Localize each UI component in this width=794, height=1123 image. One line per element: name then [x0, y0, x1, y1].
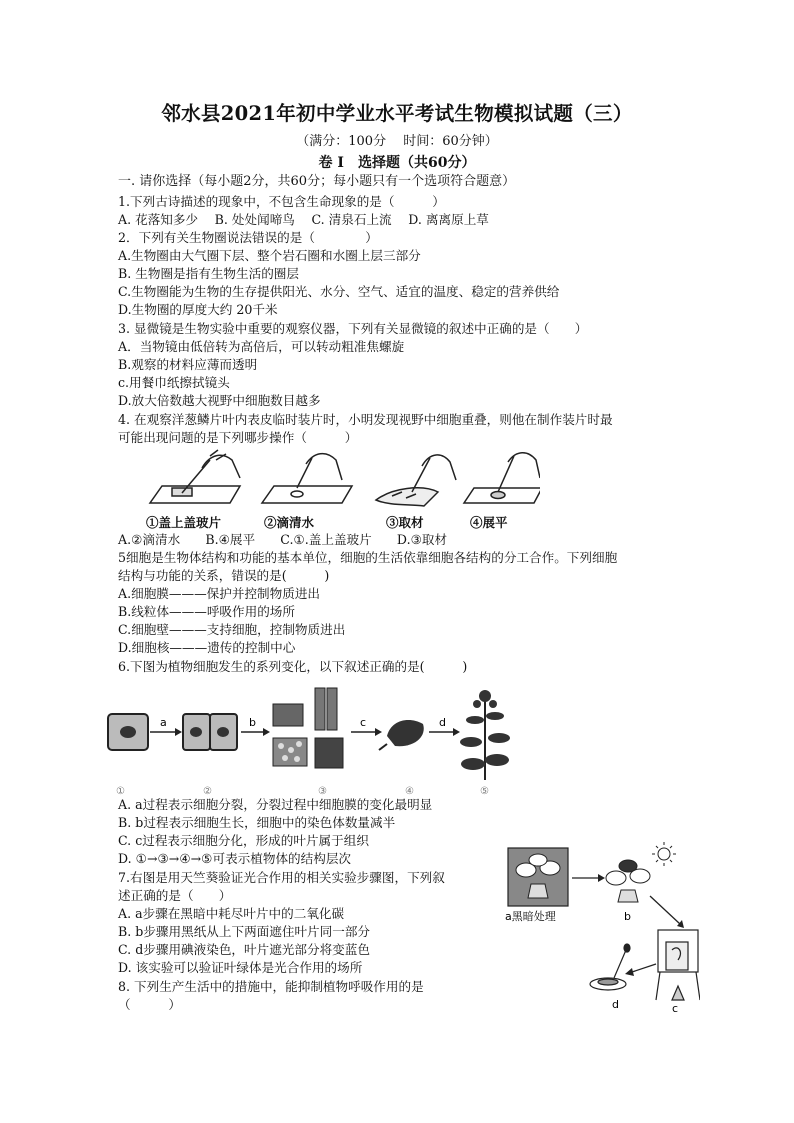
q6-option-d: D. ①→③→④→⑤可表示植物体的结构层次 [118, 851, 352, 866]
q7-stem-line2: 述正确的是（ ） [118, 888, 232, 903]
stage-4-number: ④ [405, 786, 414, 797]
instruction: 一. 请你选择（每小题2分，共60分；每小题只有一个选项符合题意） [118, 174, 516, 189]
sun-icon [652, 842, 676, 866]
q2-option-c: C.生物圈能为生物的生存提供阳光、水分、空气、适宜的温度、稳定的营养供给 [118, 284, 560, 299]
plant-cell-change-figure [105, 684, 525, 788]
caption-cover-slip: ①盖上盖玻片 [146, 515, 222, 530]
caption-take-material: ③取材 [386, 515, 424, 530]
step4-flatten-drawing [464, 453, 540, 503]
leaf-organ-drawing [379, 720, 424, 750]
q6-option-b: B. b过程表示细胞生长，细胞中的染色体数量减半 [118, 815, 396, 830]
covered-plant-drawing [606, 860, 650, 902]
q2-option-d: D.生物圈的厚度大约 20千米 [118, 302, 278, 317]
q6-stem: 6.下图为植物细胞发生的系列变化，以下叙述正确的是( ) [118, 659, 468, 674]
q1-stem: 1.下列古诗描述的现象中，不包含生命现象的是（ ） [118, 194, 445, 209]
q1-options: A. 花落知多少 B. 处处闻啼鸟 C. 清泉石上流 D. 离离原上草 [118, 212, 489, 227]
label-d: d [612, 998, 619, 1011]
q7-stem-line1: 7.右图是用天竺葵验证光合作用的相关实验步骤图，下列叙 [118, 870, 445, 885]
q6-option-a: A. a过程表示细胞分裂，分裂过程中细胞膜的变化最明显 [118, 797, 433, 812]
label-dark-treatment: a黑暗处理 [505, 910, 556, 923]
tissues-drawing [273, 688, 343, 768]
q7-option-a: A. a步骤在黑暗中耗尽叶片中的二氧化碳 [118, 906, 345, 921]
exam-info: （满分：100分 时间：60分钟） [296, 134, 498, 149]
q4-options: A.②滴清水 B.④展平 C.①.盖上盖玻片 D.③取材 [118, 532, 448, 547]
caption-drip-water: ②滴清水 [264, 515, 315, 530]
two-cells-drawing [183, 714, 237, 750]
slide-preparation-figure [140, 448, 540, 514]
label-c: c [672, 1002, 679, 1015]
step2-drip-water-drawing [262, 454, 352, 503]
step1-cover-slip-drawing [150, 450, 240, 503]
section-heading: 卷 I 选择题（共60分） [318, 155, 476, 171]
q3-stem: 3. 显微镜是生物实验中重要的观察仪器，下列有关显微镜的叙述中正确的是（ ） [118, 321, 588, 336]
q8-stem: 8. 下列生产生活中的措施中，能抑制植物呼吸作用的是 [118, 979, 424, 994]
whole-plant-drawing [460, 690, 510, 780]
stage-5-number: ⑤ [480, 786, 489, 797]
caption-flatten: ④展平 [470, 515, 508, 530]
q7-option-b: B. b步骤用黑纸从上下两面遮住叶片同一部分 [118, 924, 371, 939]
arrow-b-label: b [249, 716, 256, 729]
q8-blank: （ ） [118, 997, 181, 1012]
q3-option-a: A．当物镜由低倍转为高倍后，可以转动粗准焦螺旋 [118, 339, 405, 354]
q5-option-c: C.细胞壁———支持细胞，控制物质进出 [118, 622, 346, 637]
q5-stem-line2: 结构与功能的关系，错误的是( ) [118, 568, 330, 583]
single-cell-drawing [108, 714, 148, 750]
q4-stem-line2: 可能出现问题的是下列哪步操作（ ） [118, 430, 358, 445]
q5-option-d: D.细胞核———遗传的控制中心 [118, 640, 296, 655]
alcohol-bath-drawing [656, 930, 700, 1000]
photosynthesis-experiment-figure [500, 840, 700, 1020]
q5-stem-line1: 5细胞是生物体结构和功能的基本单位，细胞的生活依靠细胞各结构的分工合作。下列细胞 [118, 550, 618, 565]
arrow-d-label: d [439, 716, 446, 729]
q7-option-d: D. 该实验可以验证叶绿体是光合作用的场所 [118, 960, 363, 975]
arrow-c-label: c [360, 716, 367, 729]
dark-treatment-drawing [508, 848, 568, 906]
arrow-a-label: a [160, 716, 167, 729]
page-title: 邻水县2021年初中学业水平考试生物模拟试题（三） [161, 102, 633, 125]
q6-option-c: C. c过程表示细胞分化，形成的叶片属于组织 [118, 833, 369, 848]
stage-2-number: ② [203, 786, 212, 797]
q3-option-b: B.观察的材料应薄而透明 [118, 357, 258, 372]
q2-stem: 2．下列有关生物圈说法错误的是（ ） [118, 230, 378, 245]
q2-option-b: B. 生物圈是指有生物生活的圈层 [118, 266, 299, 281]
q3-option-d: D.放大倍数越大视野中细胞数目越多 [118, 393, 321, 408]
q5-option-a: A.细胞膜———保护并控制物质进出 [118, 586, 321, 601]
q2-option-a: A.生物圈由大气圈下层、整个岩石圈和水圈上层三部分 [118, 248, 421, 263]
label-b: b [624, 910, 631, 923]
q3-option-c: c.用餐巾纸擦拭镜头 [118, 375, 230, 390]
iodine-stain-drawing [590, 944, 630, 990]
q7-option-c: C. d步骤用碘液染色，叶片遮光部分将变蓝色 [118, 942, 370, 957]
step3-take-material-drawing [376, 455, 456, 506]
q4-stem-line1: 4. 在观察洋葱鳞片叶内表皮临时装片时，小明发现视野中细胞重叠，则他在制作装片时最 [118, 412, 613, 427]
stage-3-number: ③ [318, 786, 327, 797]
q5-option-b: B.线粒体———呼吸作用的场所 [118, 604, 295, 619]
stage-1-number: ① [116, 786, 125, 797]
